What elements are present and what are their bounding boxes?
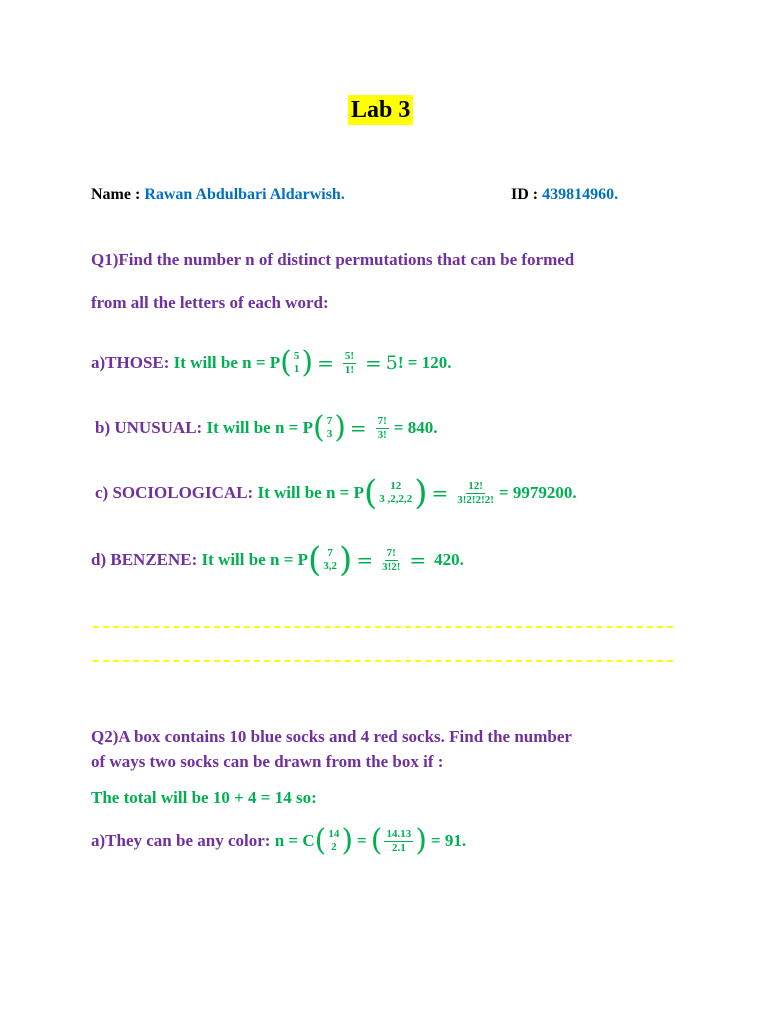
q1-c-fraction — [457, 480, 494, 507]
q2-a-tail: = 91. — [430, 831, 467, 850]
binom-bottom: 3,2 — [323, 560, 338, 572]
q2-a-binom — [328, 828, 339, 854]
right-paren: ) — [301, 345, 314, 380]
q1-a-text: It will be n = P — [173, 353, 281, 372]
name-value: Rawan Abdulbari Aldarwish. — [144, 186, 345, 203]
fraction-denominator: 1! — [344, 363, 355, 376]
id-row — [511, 186, 618, 204]
q2-line2: of ways two socks can be drawn from the box if : — [91, 752, 444, 771]
equals-sign: = — [409, 548, 427, 572]
equals-sign: = — [365, 351, 382, 375]
q1-line2: from all the letters of each word: — [91, 293, 329, 312]
equals-sign: = — [349, 416, 367, 440]
q1-d-binom — [323, 547, 337, 573]
separator-line — [93, 626, 673, 628]
q1-c-tail: = 9979200. — [498, 483, 577, 502]
q1-b-tail: = 840. — [393, 418, 438, 437]
q2-line1: Q2)A box contains 10 blue socks and 4 red socks. Find the number — [91, 727, 572, 746]
fraction-denominator: 3!2!2!2! — [457, 493, 494, 506]
q1-c-text: It will be n = P — [257, 483, 364, 502]
q1-a-label: a)THOSE: — [91, 353, 170, 372]
q1-d-row — [91, 539, 464, 581]
right-paren: ) — [415, 823, 427, 858]
q1-b-binom — [327, 415, 333, 441]
q1-b-fraction — [376, 415, 389, 442]
left-paren: ( — [308, 540, 322, 580]
fraction-denominator: 2.1 — [391, 841, 406, 854]
q1-a-binom — [294, 350, 300, 376]
binom-top: 14 — [328, 828, 340, 840]
q2-a-row — [91, 820, 466, 862]
fraction-numerator: 14.13 — [386, 827, 412, 840]
equals-sign: = — [357, 831, 367, 850]
fraction-numerator: 7! — [386, 546, 396, 559]
q1-d-tail: 420. — [434, 550, 464, 569]
left-paren: ( — [280, 345, 292, 380]
id-label: ID : — [511, 186, 539, 203]
left-paren: ( — [312, 410, 325, 445]
q1-line1: Q1)Find the number n of distinct permutations that can be formed — [91, 250, 575, 269]
q1-c-binom — [379, 480, 412, 506]
equals-sign: = — [317, 351, 334, 375]
binom-top: 12 — [390, 480, 402, 492]
q1-a-fraction — [343, 350, 356, 377]
binom-top: 7 — [326, 415, 333, 427]
name-label: Name : — [91, 186, 141, 203]
fraction-numerator: 5! — [344, 349, 355, 362]
q2-a-fraction — [384, 828, 413, 855]
q1-b-label: b) UNUSUAL: — [95, 418, 203, 437]
q1-c-label: c) SOCIOLOGICAL: — [95, 483, 254, 502]
q1-d-label: d) BENZENE: — [91, 550, 198, 569]
q1-a-tail-big: 5 — [385, 352, 398, 374]
q1-c-row — [95, 472, 577, 514]
fraction-numerator: 12! — [468, 479, 483, 492]
left-paren: ( — [363, 473, 378, 513]
equals-sign: = — [431, 481, 449, 505]
fraction-numerator: 7! — [377, 414, 387, 427]
equals-sign: = — [356, 548, 374, 572]
q1-b-text: It will be n = P — [206, 418, 313, 437]
q1-d-text: It will be n = P — [201, 550, 309, 569]
right-paren: ) — [334, 410, 346, 445]
right-paren: ) — [414, 473, 428, 513]
q1-b-row — [95, 408, 438, 448]
id-value: 439814960. — [542, 186, 619, 203]
separator-line — [93, 660, 673, 662]
binom-bottom: 2 — [331, 841, 337, 853]
binom-bottom: 3 — [326, 428, 333, 440]
name-row — [91, 186, 345, 204]
q2-total: The total will be 10 + 4 = 14 so: — [91, 788, 317, 807]
binom-bottom: 3 ,2,2,2 — [379, 493, 413, 505]
left-paren: ( — [370, 823, 383, 858]
q1-a-tail: ! = 120. — [397, 353, 452, 372]
q1-a-row — [91, 343, 452, 383]
page-title: Lab 3 — [348, 95, 413, 125]
q2-a-text: n = C — [274, 831, 315, 850]
binom-top: 7 — [327, 547, 333, 559]
q1-d-fraction — [382, 547, 400, 574]
binom-bottom: 1 — [293, 363, 300, 375]
right-paren: ) — [341, 823, 354, 858]
left-paren: ( — [314, 823, 327, 858]
right-paren: ) — [339, 540, 353, 580]
binom-top: 5 — [293, 350, 300, 362]
fraction-denominator: 3! — [377, 428, 387, 441]
fraction-denominator: 3!2! — [382, 560, 401, 573]
q2-a-label: a)They can be any color: — [91, 831, 271, 850]
